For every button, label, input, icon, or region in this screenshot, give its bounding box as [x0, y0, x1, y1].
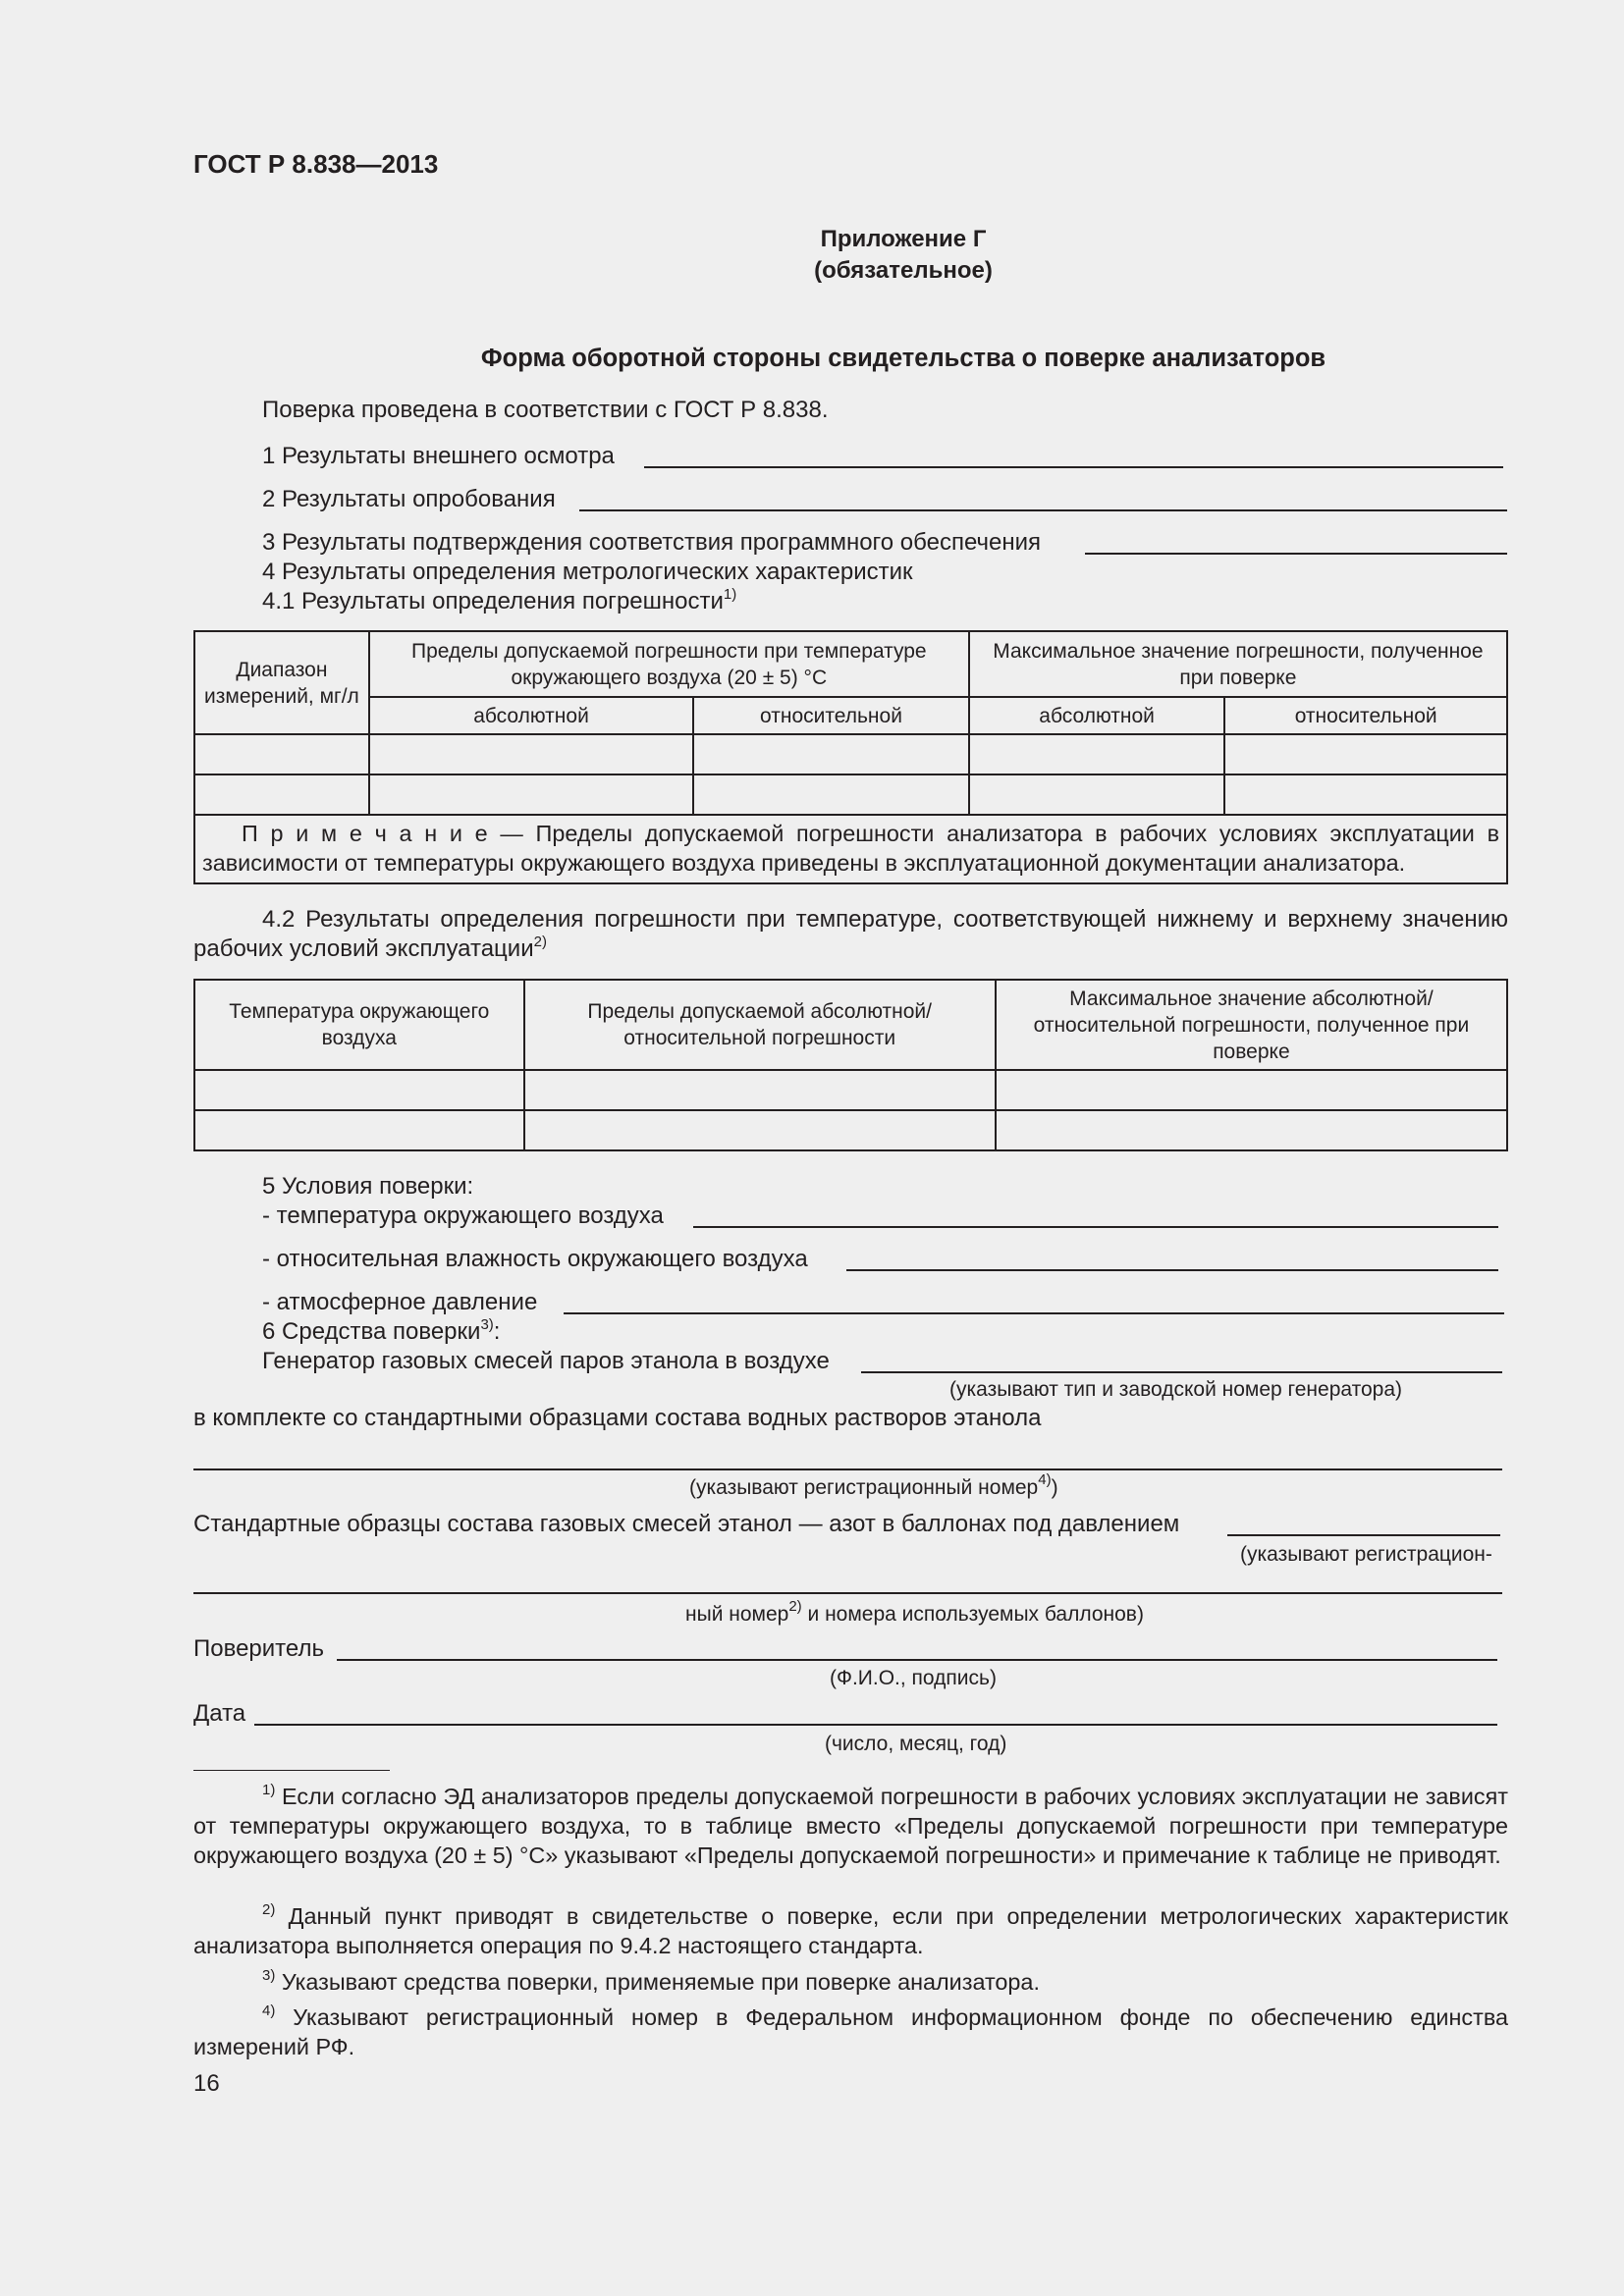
- testing-field[interactable]: [579, 509, 1507, 511]
- item-external-inspection: 1 Результаты внешнего осмотра: [262, 443, 615, 469]
- table-cell[interactable]: [969, 774, 1225, 815]
- footnote-separator: [193, 1770, 390, 1771]
- subheader-absolute: абсолютной: [969, 697, 1225, 734]
- table-cell[interactable]: [194, 1070, 524, 1110]
- item-error-results: 4.1 Результаты определения погрешности$^{1)}$: [262, 586, 737, 614]
- table-note: [194, 815, 1507, 883]
- header-measurement-range: Диапазон измерений, мг/л: [194, 631, 369, 734]
- gas-hint-part1: (указывают регистрацион-: [1240, 1543, 1492, 1566]
- date-field[interactable]: [254, 1724, 1497, 1726]
- item-metrological: 4 Результаты определения метрологических характеристик: [262, 559, 913, 585]
- subheader-relative: относительной: [693, 697, 969, 734]
- table-cell[interactable]: [194, 734, 369, 774]
- verifier-label: Поверитель: [193, 1635, 324, 1662]
- item-error-temperature: 4.2 Результаты определения погрешности при температуре, соответствующей нижнему и верхнему значению рабочих условий эксплуатации$^{2)}$: [193, 906, 1508, 962]
- humidity-field[interactable]: [846, 1269, 1498, 1271]
- note-label: П р и м е ч а н и е: [242, 821, 488, 846]
- table-row: [194, 1070, 1507, 1110]
- appendix-status: (обязательное): [814, 257, 993, 284]
- table-cell[interactable]: [996, 1070, 1507, 1110]
- table-cell[interactable]: [194, 774, 369, 815]
- software-field[interactable]: [1085, 553, 1507, 555]
- conditions-title: 5 Условия поверки:: [262, 1173, 474, 1200]
- document-id: ГОСТ Р 8.838—2013: [193, 149, 439, 179]
- temperature-results-table: [193, 979, 1508, 1151]
- page-number: 16: [193, 2070, 220, 2097]
- header-limits: Пределы допускаемой абсолютной/относительной погрешности: [524, 980, 996, 1070]
- generator-hint: (указывают тип и заводской номер генератора): [949, 1378, 1403, 1401]
- header-temperature: Температура окружающего воздуха: [194, 980, 524, 1070]
- means-title: 6 Средства поверки$^{3)}$:: [262, 1316, 501, 1345]
- appendix-title: Приложение Г: [820, 226, 987, 252]
- gas-standards-field-2[interactable]: [193, 1592, 1502, 1594]
- date-hint: (число, месяц, год): [825, 1733, 1007, 1755]
- condition-pressure-label: - атмосферное давление: [262, 1289, 538, 1315]
- header-limits: Пределы допускаемой погрешности при температуре окружающего воздуха (20 ± 5) °С: [369, 631, 969, 697]
- date-label: Дата: [193, 1700, 246, 1727]
- form-title: Форма оборотной стороны свидетельства о поверке анализаторов: [480, 345, 1326, 372]
- verifier-field[interactable]: [337, 1659, 1497, 1661]
- kit-hint: (указывают регистрационный номер$^{4)}$): [689, 1471, 1058, 1499]
- footnote-3: $^{3)}$ Указывают средства поверки, применяемые при поверке анализатора.: [262, 1967, 1040, 1995]
- table-cell[interactable]: [996, 1110, 1507, 1150]
- temperature-field[interactable]: [693, 1226, 1498, 1228]
- condition-temperature-label: - температура окружающего воздуха: [262, 1202, 664, 1229]
- table-cell[interactable]: [524, 1110, 996, 1150]
- table-cell[interactable]: [1224, 734, 1507, 774]
- kit-label: в комплекте со стандартными образцами состава водных растворов этанола: [193, 1405, 1042, 1431]
- gas-standards-label: Стандартные образцы состава газовых смесей этанол — азот в баллонах под давлением: [193, 1511, 1180, 1537]
- generator-field[interactable]: [861, 1371, 1502, 1373]
- note-text: — Пределы допускаемой погрешности анализатора в рабочих условиях эксплуатации в зависимости от температуры окружающего воздуха приведены в эксплуатационной документации анализатора.: [202, 821, 1500, 876]
- external-inspection-field[interactable]: [644, 466, 1503, 468]
- subheader-relative: относительной: [1224, 697, 1507, 734]
- generator-label: Генератор газовых смесей паров этанола в воздухе: [262, 1348, 830, 1374]
- gas-hint-part2: ный номер$^{2)}$ и номера используемых баллонов): [685, 1598, 1144, 1626]
- table-row: [194, 774, 1507, 815]
- table-cell[interactable]: [1224, 774, 1507, 815]
- header-max-error: Максимальное значение погрешности, полученное при поверке: [969, 631, 1507, 697]
- item-software: 3 Результаты подтверждения соответствия программного обеспечения: [262, 529, 1042, 556]
- footnote-1: $^{1)}$ Если согласно ЭД анализаторов пределы допускаемой погрешности в рабочих условиях эксплуатации не зависят от температуры окружающего воздуха, то в таблице вместо «Пределы допускаемой погрешности при температуре окружающего воздуха (20 ± 5) °С» указывают «Пределы допускаемой погрешности» и примечание к таблице не приводят.: [193, 1782, 1508, 1868]
- error-results-table: [193, 630, 1508, 884]
- table-cell[interactable]: [369, 774, 693, 815]
- table-row: [194, 734, 1507, 774]
- intro-text: Поверка проведена в соответствии с ГОСТ Р 8.838.: [262, 397, 829, 423]
- table-cell[interactable]: [693, 734, 969, 774]
- pressure-field[interactable]: [564, 1312, 1504, 1314]
- table-cell[interactable]: [194, 1110, 524, 1150]
- table-cell[interactable]: [524, 1070, 996, 1110]
- item-testing: 2 Результаты опробования: [262, 486, 556, 512]
- table-cell[interactable]: [369, 734, 693, 774]
- subheader-absolute: абсолютной: [369, 697, 693, 734]
- footnote-4: $^{4)}$ Указывают регистрационный номер в Федеральном информационном фонде по обеспечению единства измерений РФ.: [193, 2002, 1508, 2059]
- condition-humidity-label: - относительная влажность окружающего воздуха: [262, 1246, 808, 1272]
- table-cell[interactable]: [693, 774, 969, 815]
- table-cell[interactable]: [969, 734, 1225, 774]
- gas-standards-field[interactable]: [1227, 1534, 1500, 1536]
- table-row: [194, 1110, 1507, 1150]
- footnote-2: $^{2)}$ Данный пункт приводят в свидетельстве о поверке, если при определении метрологических характеристик анализатора выполняется операция по 9.4.2 настоящего стандарта.: [193, 1901, 1508, 1958]
- header-max-error: Максимальное значение абсолютной/относительной погрешности, полученное при поверке: [996, 980, 1507, 1070]
- kit-field[interactable]: [193, 1468, 1502, 1470]
- verifier-hint: (Ф.И.О., подпись): [830, 1667, 997, 1689]
